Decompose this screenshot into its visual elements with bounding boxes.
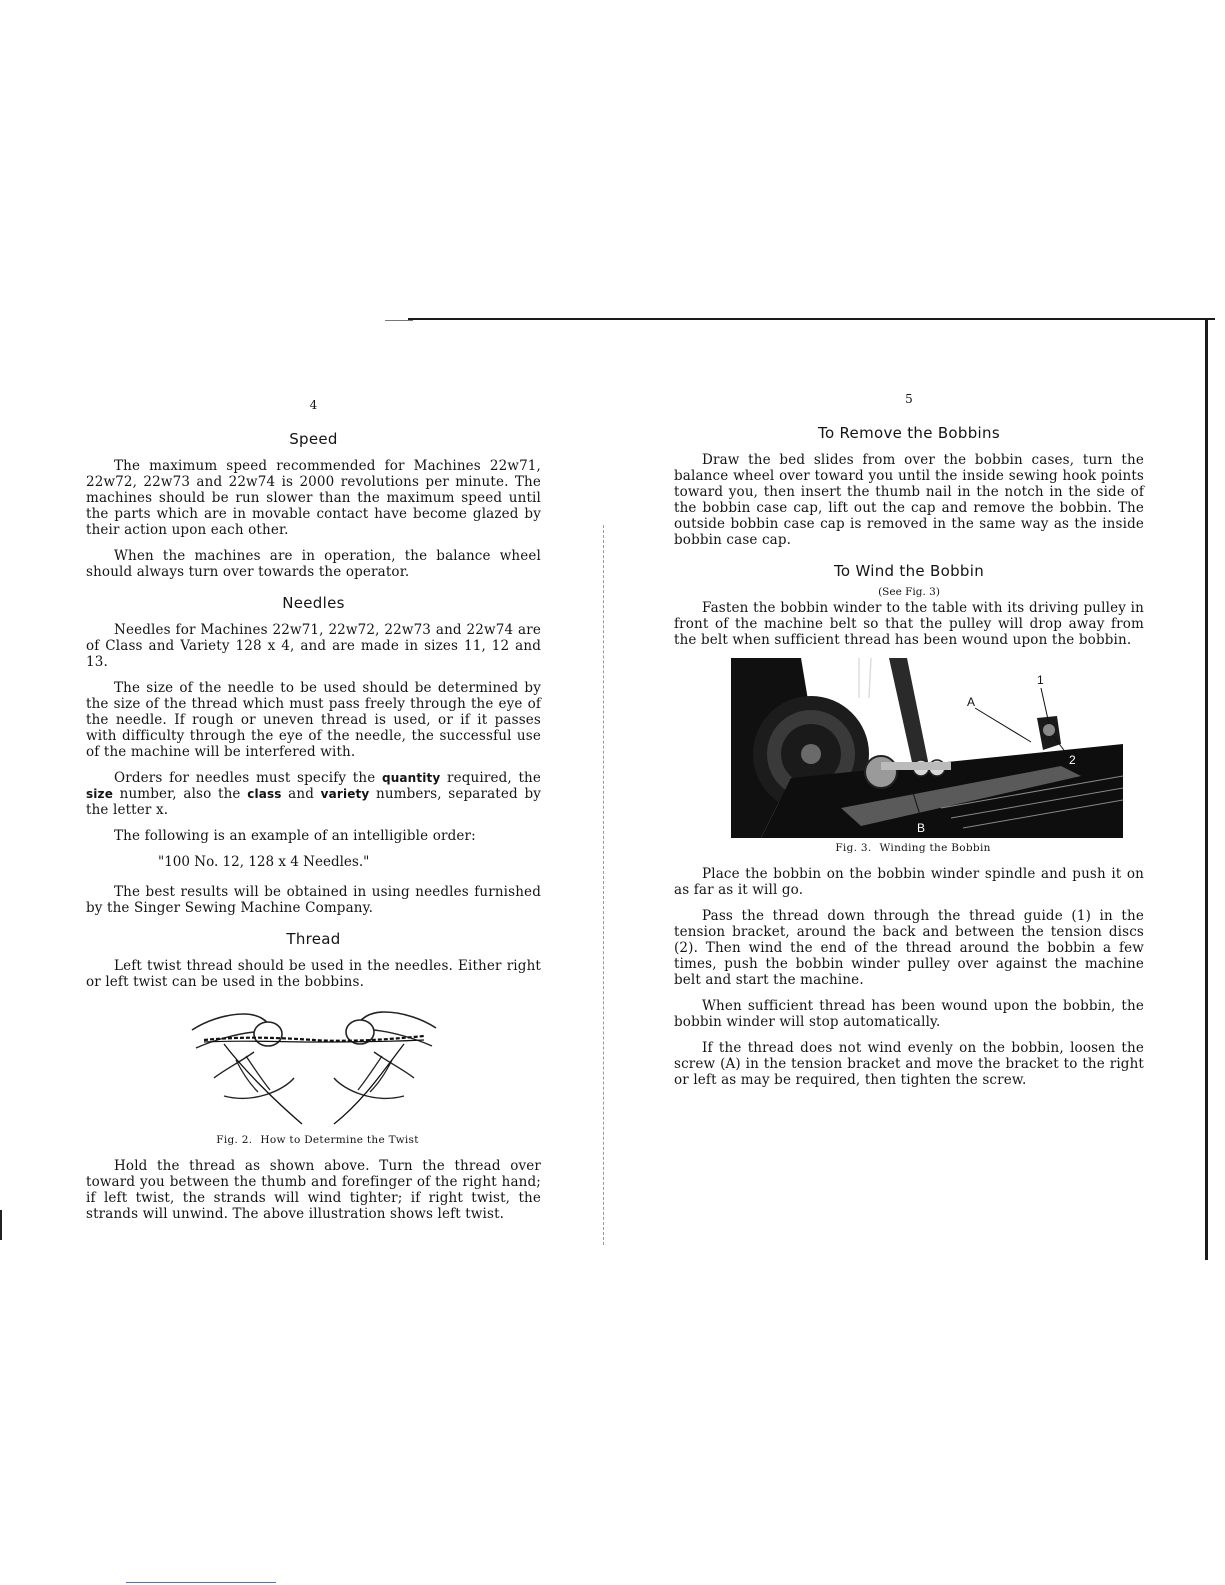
wind-bobbin-paragraph-2: Place the bobbin on the bobbin winder spindle and push it on as far as it will go.	[674, 866, 1144, 898]
text-run: and	[281, 786, 321, 802]
top-rule	[408, 318, 1215, 320]
speed-heading: Speed	[289, 430, 338, 448]
fig-2-thread-twist-illustration	[184, 1000, 444, 1130]
thread-heading: Thread	[286, 930, 341, 948]
remove-bobbins-heading: To Remove the Bobbins	[818, 424, 1000, 442]
bottom-link-underline	[126, 1582, 276, 1583]
speed-paragraph-2: When the machines are in operation, the balance wheel should always turn over towards the operator.	[86, 548, 541, 580]
fig-3-title: Winding the Bobbin	[879, 842, 991, 854]
wind-bobbin-paragraph-3: Pass the thread down through the thread guide (1) in the tension bracket, around the back and between the tension discs (2). Then wind the end of the thread around the bobbin a few times, push the bobbin winder pulley over against the machine belt and start the machine.	[674, 908, 1144, 988]
keyword-class: class	[247, 787, 282, 801]
center-gutter	[603, 525, 605, 1245]
keyword-size: size	[86, 787, 113, 801]
needles-paragraph-2: The size of the needle to be used should be determined by the size of the thread which must pass freely through the eye of the needle. If rough or uneven thread is used, or if it passes with difficulty through the eye of the needle, the successful use of the machine will be interfered with.	[86, 680, 541, 760]
fig-3-label-1: 1	[1037, 673, 1044, 687]
remove-bobbins-paragraph: Draw the bed slides from over the bobbin cases, turn the balance wheel over toward you until the inside sewing hook points toward you, then insert the thumb nail in the notch in the side of the bobbin case cap, lift out the cap and remove the bobbin. The outside bobbin case cap is removed in the same way as the inside bobbin case cap.	[674, 452, 1144, 548]
see-fig-reference: (See Fig. 3)	[878, 586, 940, 598]
fig-2-label: Fig. 2.	[216, 1134, 253, 1146]
fig-3-caption	[674, 842, 1144, 854]
thread-paragraph-2: Hold the thread as shown above. Turn the thread over toward you between the thumb and forefinger of the right hand; if left twist, the strands will wind tighter; if right twist, the strands will unwind. The above illustration shows left twist.	[86, 1158, 541, 1222]
wind-bobbin-paragraph-4: When sufficient thread has been wound upon the bobbin, the bobbin winder will stop automatically.	[674, 998, 1144, 1030]
text-run: Orders for needles must specify the	[114, 770, 382, 786]
top-rule-dash	[385, 320, 413, 321]
left-page	[86, 398, 541, 1232]
fig-3-label-b: B	[917, 821, 926, 835]
keyword-quantity: quantity	[381, 771, 441, 785]
thread-paragraph-1: Left twist thread should be used in the needles. Either right or left twist can be used in the bobbins.	[86, 958, 541, 990]
wind-bobbin-paragraph-1: Fasten the bobbin winder to the table with its driving pulley in front of the machine belt so that the pulley will drop away from the belt when sufficient thread has been wound upon the bobbin.	[674, 600, 1144, 648]
wind-bobbin-paragraph-5: If the thread does not wind evenly on the bobbin, loosen the screw (A) in the tension bracket and move the bracket to the right or left as may be required, then tighten the screw.	[674, 1040, 1144, 1088]
right-page-edge	[1205, 320, 1208, 1260]
fig-3-bobbin-winder-photo	[731, 658, 1123, 838]
fig-2-caption	[86, 1134, 541, 1146]
text-run: numbers, separated by the letter x.	[86, 786, 542, 818]
fig-2-title: How to Determine the Twist	[260, 1134, 419, 1146]
needles-paragraph-1: Needles for Machines 22w71, 22w72, 22w73 and 22w74 are of Class and Variety 128 x 4, and are made in sizes 11, 12 and 13.	[86, 622, 541, 670]
page-number: 5	[905, 392, 913, 406]
fig-3-label: Fig. 3.	[835, 842, 872, 854]
needles-heading: Needles	[282, 594, 345, 612]
text-run: number, also the	[112, 786, 248, 802]
wind-bobbin-heading: To Wind the Bobbin	[834, 562, 984, 580]
needles-paragraph-5: The best results will be obtained in using needles furnished by the Singer Sewing Machine Company.	[86, 884, 541, 916]
left-edge-mark	[0, 1210, 2, 1240]
speed-paragraph-1: The maximum speed recommended for Machines 22w71, 22w72, 22w73 and 22w74 is 2000 revolutions per minute. The machines should be run slower than the maximum speed until the parts which are in movable contact have become glazed by their action upon each other.	[86, 458, 541, 538]
text-run: required, the	[440, 770, 542, 786]
page-number: 4	[309, 398, 318, 412]
needles-paragraph-4: The following is an example of an intelligible order:	[114, 828, 476, 844]
needles-paragraph-3	[86, 770, 541, 818]
fig-3-label-2: 2	[1069, 753, 1076, 767]
needle-order-example: "100 No. 12, 128 x 4 Needles."	[158, 854, 370, 870]
right-page	[674, 392, 1144, 1098]
fig-3-label-a: A	[967, 695, 976, 709]
keyword-variety: variety	[320, 787, 370, 801]
